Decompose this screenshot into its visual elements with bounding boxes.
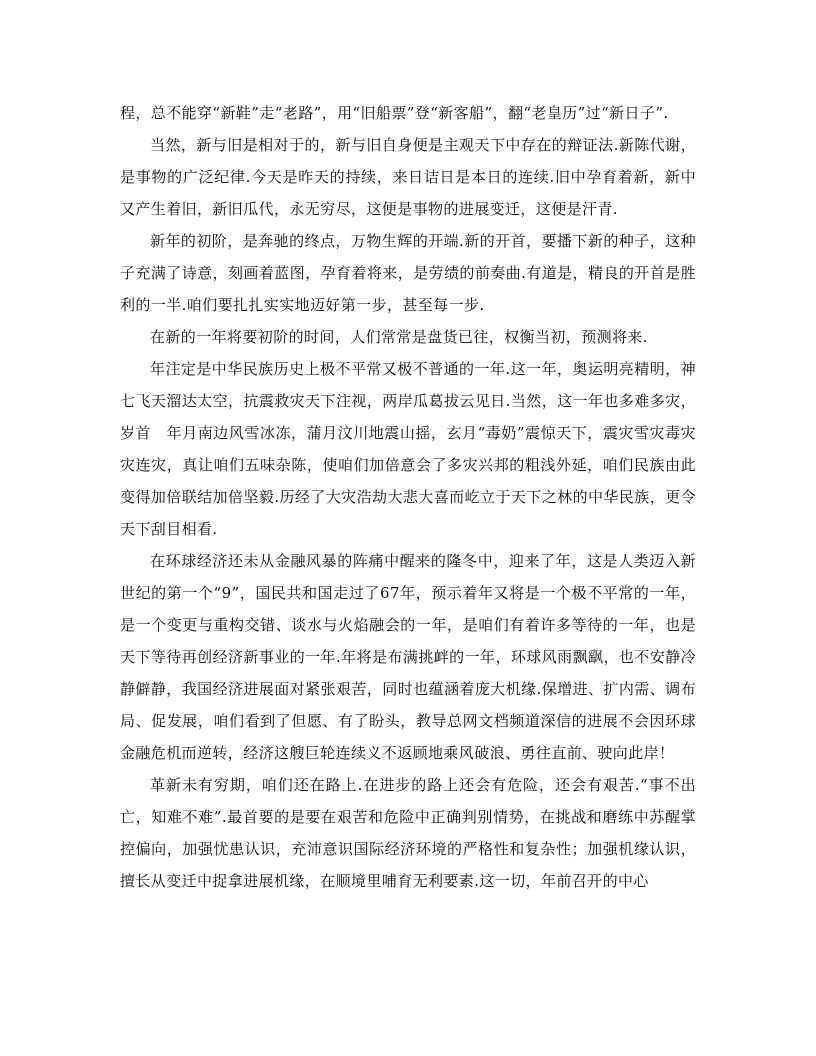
document-body — [120, 97, 696, 897]
paragraph-4: 在新的一年将要初阶的时间，人们常常是盘货已往，权衡当初，预测将来. — [150, 328, 648, 346]
paragraph-2: 当然，新与旧是相对于的，新与旧自身便是主观天下中存在的辩证法.新陈代谢，是事物的广泛纪律.今天是昨天的持续，来日诘日是本日的连续.旧中孕育着新，新中又产生着旧，新旧瓜代，永无穷尽，这便是事物的进展变迁，这便是汗青. — [120, 136, 696, 218]
paragraph-7: 革新未有穷期，咱们还在路上.在进步的路上还会有危险，还会有艰苦.“事不出亡，知难不难”.最首要的是要在艰苦和危险中正确判别情势，在挑战和磨练中苏醒掌控偏向，加强忧患认识，充沛意识国际经济环境的严格性和复杂性；加强机缘认识，擅长从变迁中捉拿进展机缘，在顺境里哺育无利要素.这一切，年前召开的中心 — [120, 776, 696, 890]
paragraph-5: 年注定是中华民族历史上极不平常又极不普通的一年.这一年，奥运明亮精明，神七飞天溜达太空，抗震救灾天下注视，两岸瓜葛拔云见日.当然，这一年也多难多灾，岁首 年月南边风雪冰冻，蒲月汶川地震山摇，玄月“毒奶”震惊天下，震灾雪灾毒灾灾连灾，真让咱们五味杂陈，使咱们加倍意会了多灾兴邦的粗浅外延，咱们民族由此变得加倍联结加倍坚毅.历经了大灾浩劫大悲大喜而屹立于天下之林的中华民族，更令天下刮目相看. — [120, 360, 696, 538]
paragraph-1: 程，总不能穿“新鞋”走“老路”，用“旧船票”登“新客船”，翻“老皇历”过“新日子”. — [120, 104, 669, 122]
paragraph-3: 新年的初阶，是奔驰的终点，万物生辉的开端.新的开首，要播下新的种子，这种子充满了诗意，刻画着蓝图，孕育着将来，是劳绩的前奏曲.有道是，精良的开首是胜利的一半.咱们要扎扎实实地迈好第一步，甚至每一步. — [120, 232, 696, 314]
paragraph-6: 在环球经济还未从金融风暴的阵痛中醒来的隆冬中，迎来了年，这是人类迈入新世纪的第一个“9”，国民共和国走过了67年，预示着年又将是一个极不平常的一年，是一个变更与重构交错、谈水与火焰融会的一年，是咱们有着许多等待的一年，也是天下等待再创经济新事业的一年.年将是布满挑衅的一年，环球风雨飘飖，也不安静冷静僻静，我国经济进展面对紧张艰苦，同时也蕴涵着庞大机缘.保增进、扩内需、调布局、促发展，咱们看到了但愿、有了盼头，教导总网文档频道深信的进展不会因环球金融危机而逆转，经济这艘巨轮连续义不返顾地乘风破浪、勇往直前、驶向此岸！ — [120, 552, 696, 762]
